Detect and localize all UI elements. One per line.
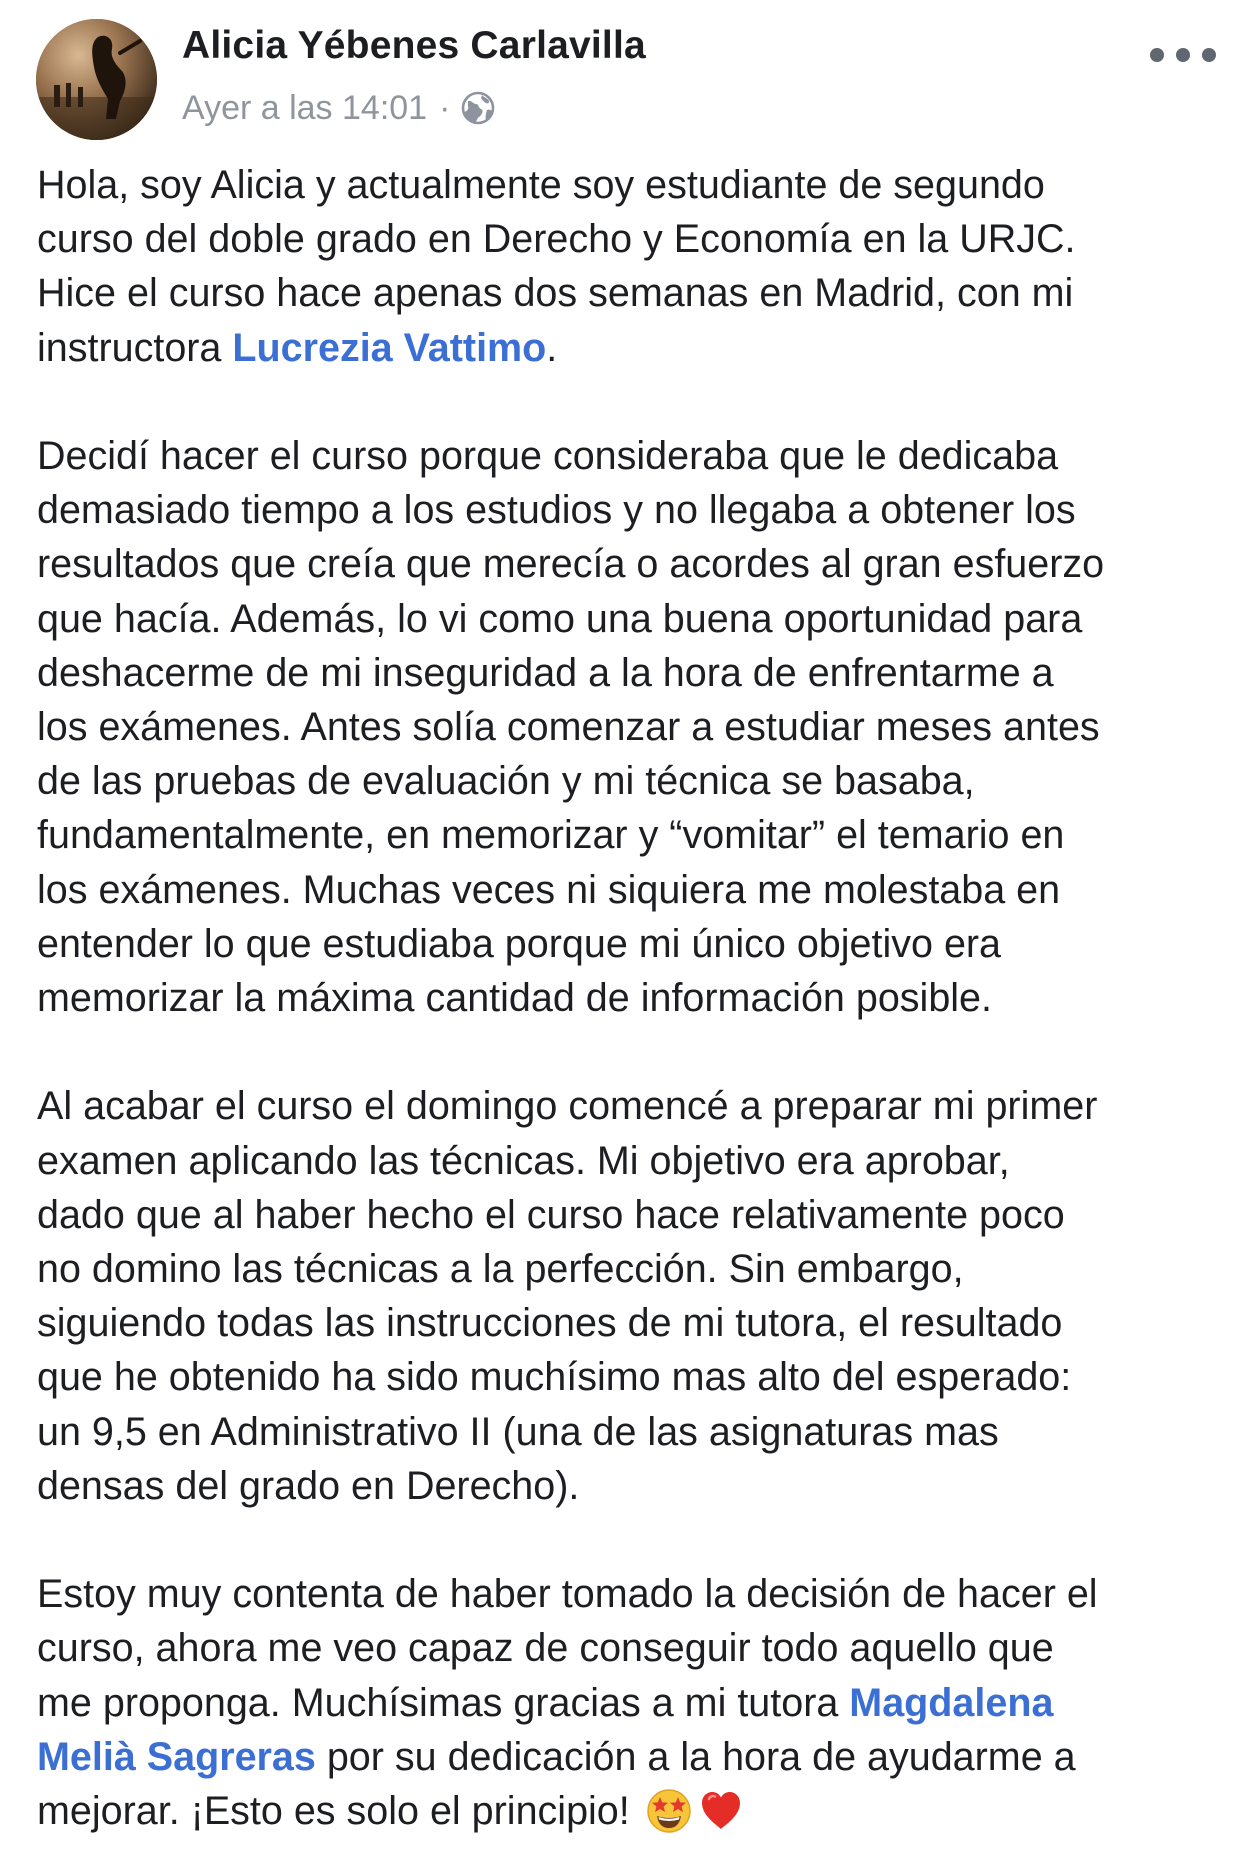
text-fragment: me proponga. Muchísimas gracias a mi tutora bbox=[37, 1680, 850, 1725]
text-line: examen aplicando las técnicas. Mi objetivo era aprobar, bbox=[37, 1138, 1010, 1183]
text-line: que hacía. Además, lo vi como una buena oportunidad para bbox=[37, 596, 1083, 641]
text-line bbox=[37, 321, 1217, 375]
paragraph-3 bbox=[37, 1079, 1217, 1513]
text-line: Hola, soy Alicia y actualmente soy estudiante de segundo bbox=[37, 163, 1045, 207]
text-fragment: . bbox=[546, 325, 558, 370]
more-dot bbox=[1176, 48, 1190, 62]
post-header bbox=[0, 0, 1242, 150]
author-avatar[interactable] bbox=[36, 19, 157, 140]
text-line: que he obtenido ha sido muchísimo mas alto del esperado: bbox=[37, 1355, 1072, 1400]
globe-icon[interactable] bbox=[460, 90, 496, 126]
text-line: densas del grado en Derecho). bbox=[37, 1463, 580, 1508]
red-heart-emoji bbox=[697, 1786, 745, 1834]
meta-separator: · bbox=[439, 88, 451, 127]
text-fragment: por su dedicación a la hora de ayudarme a bbox=[315, 1734, 1076, 1779]
paragraph-2 bbox=[37, 429, 1217, 1025]
post-timestamp[interactable]: Ayer a las 14:01 bbox=[182, 88, 428, 127]
text-fragment: instructora bbox=[37, 325, 233, 370]
text-line: fundamentalmente, en memorizar y “vomitar” el temario en bbox=[37, 813, 1065, 858]
post-text bbox=[37, 158, 1217, 1838]
mention-lucrezia-vattimo[interactable]: Lucrezia Vattimo bbox=[232, 325, 547, 370]
mention-magdalena-melia-sagreras[interactable]: Magdalena bbox=[849, 1680, 1054, 1725]
text-line: siguiendo todas las instrucciones de mi tutora, el resultado bbox=[37, 1301, 1063, 1346]
text-line: de las pruebas de evaluación y mi técnica se basaba, bbox=[37, 759, 975, 804]
mention-magdalena-melia-sagreras[interactable]: Melià Sagreras bbox=[37, 1734, 316, 1779]
text-line: los exámenes. Muchas veces ni siquiera me molestaba en bbox=[37, 867, 1061, 912]
text-line: deshacerme de mi inseguridad a la hora de enfrentarme a bbox=[37, 650, 1054, 695]
text-line: Al acabar el curso el domingo comencé a preparar mi primer bbox=[37, 1084, 1098, 1129]
text-line: curso, ahora me veo capaz de conseguir todo aquello que bbox=[37, 1626, 1054, 1671]
text-line: Hice el curso hace apenas dos semanas en Madrid, con mi bbox=[37, 271, 1074, 316]
text-line: un 9,5 en Administrativo II (una de las asignaturas mas bbox=[37, 1409, 999, 1454]
paragraph-1 bbox=[37, 158, 1217, 375]
author-name[interactable]: Alicia Yébenes Carlavilla bbox=[182, 24, 646, 67]
text-line bbox=[37, 1676, 1217, 1730]
text-line bbox=[37, 1730, 1217, 1784]
more-dot bbox=[1202, 48, 1216, 62]
text-line: curso del doble grado en Derecho y Economía en la URJC. bbox=[37, 217, 1076, 262]
more-horizontal-icon bbox=[1150, 48, 1164, 62]
star-struck-emoji bbox=[645, 1786, 693, 1834]
text-line: no domino las técnicas a la perfección. Sin embargo, bbox=[37, 1247, 964, 1292]
text-line: resultados que creía que merecía o acordes al gran esfuerzo bbox=[37, 542, 1105, 587]
more-options-button[interactable] bbox=[1150, 38, 1216, 72]
text-line: Decidí hacer el curso porque consideraba que le dedicaba bbox=[37, 434, 1059, 478]
text-line: memorizar la máxima cantidad de información posible. bbox=[37, 976, 993, 1021]
text-line: Estoy muy contenta de haber tomado la decisión de hacer el bbox=[37, 1572, 1098, 1617]
text-line: demasiado tiempo a los estudios y no llegaba a obtener los bbox=[37, 488, 1076, 533]
text-line: entender lo que estudiaba porque mi único objetivo era bbox=[37, 921, 1002, 966]
paragraph-4 bbox=[37, 1567, 1217, 1838]
text-line: dado que al haber hecho el curso hace relativamente poco bbox=[37, 1192, 1065, 1237]
text-line bbox=[37, 1784, 1217, 1838]
text-fragment: mejorar. ¡Esto es solo el principio! bbox=[37, 1789, 641, 1834]
text-line: los exámenes. Antes solía comenzar a estudiar meses antes bbox=[37, 705, 1100, 750]
post-meta bbox=[182, 86, 496, 130]
